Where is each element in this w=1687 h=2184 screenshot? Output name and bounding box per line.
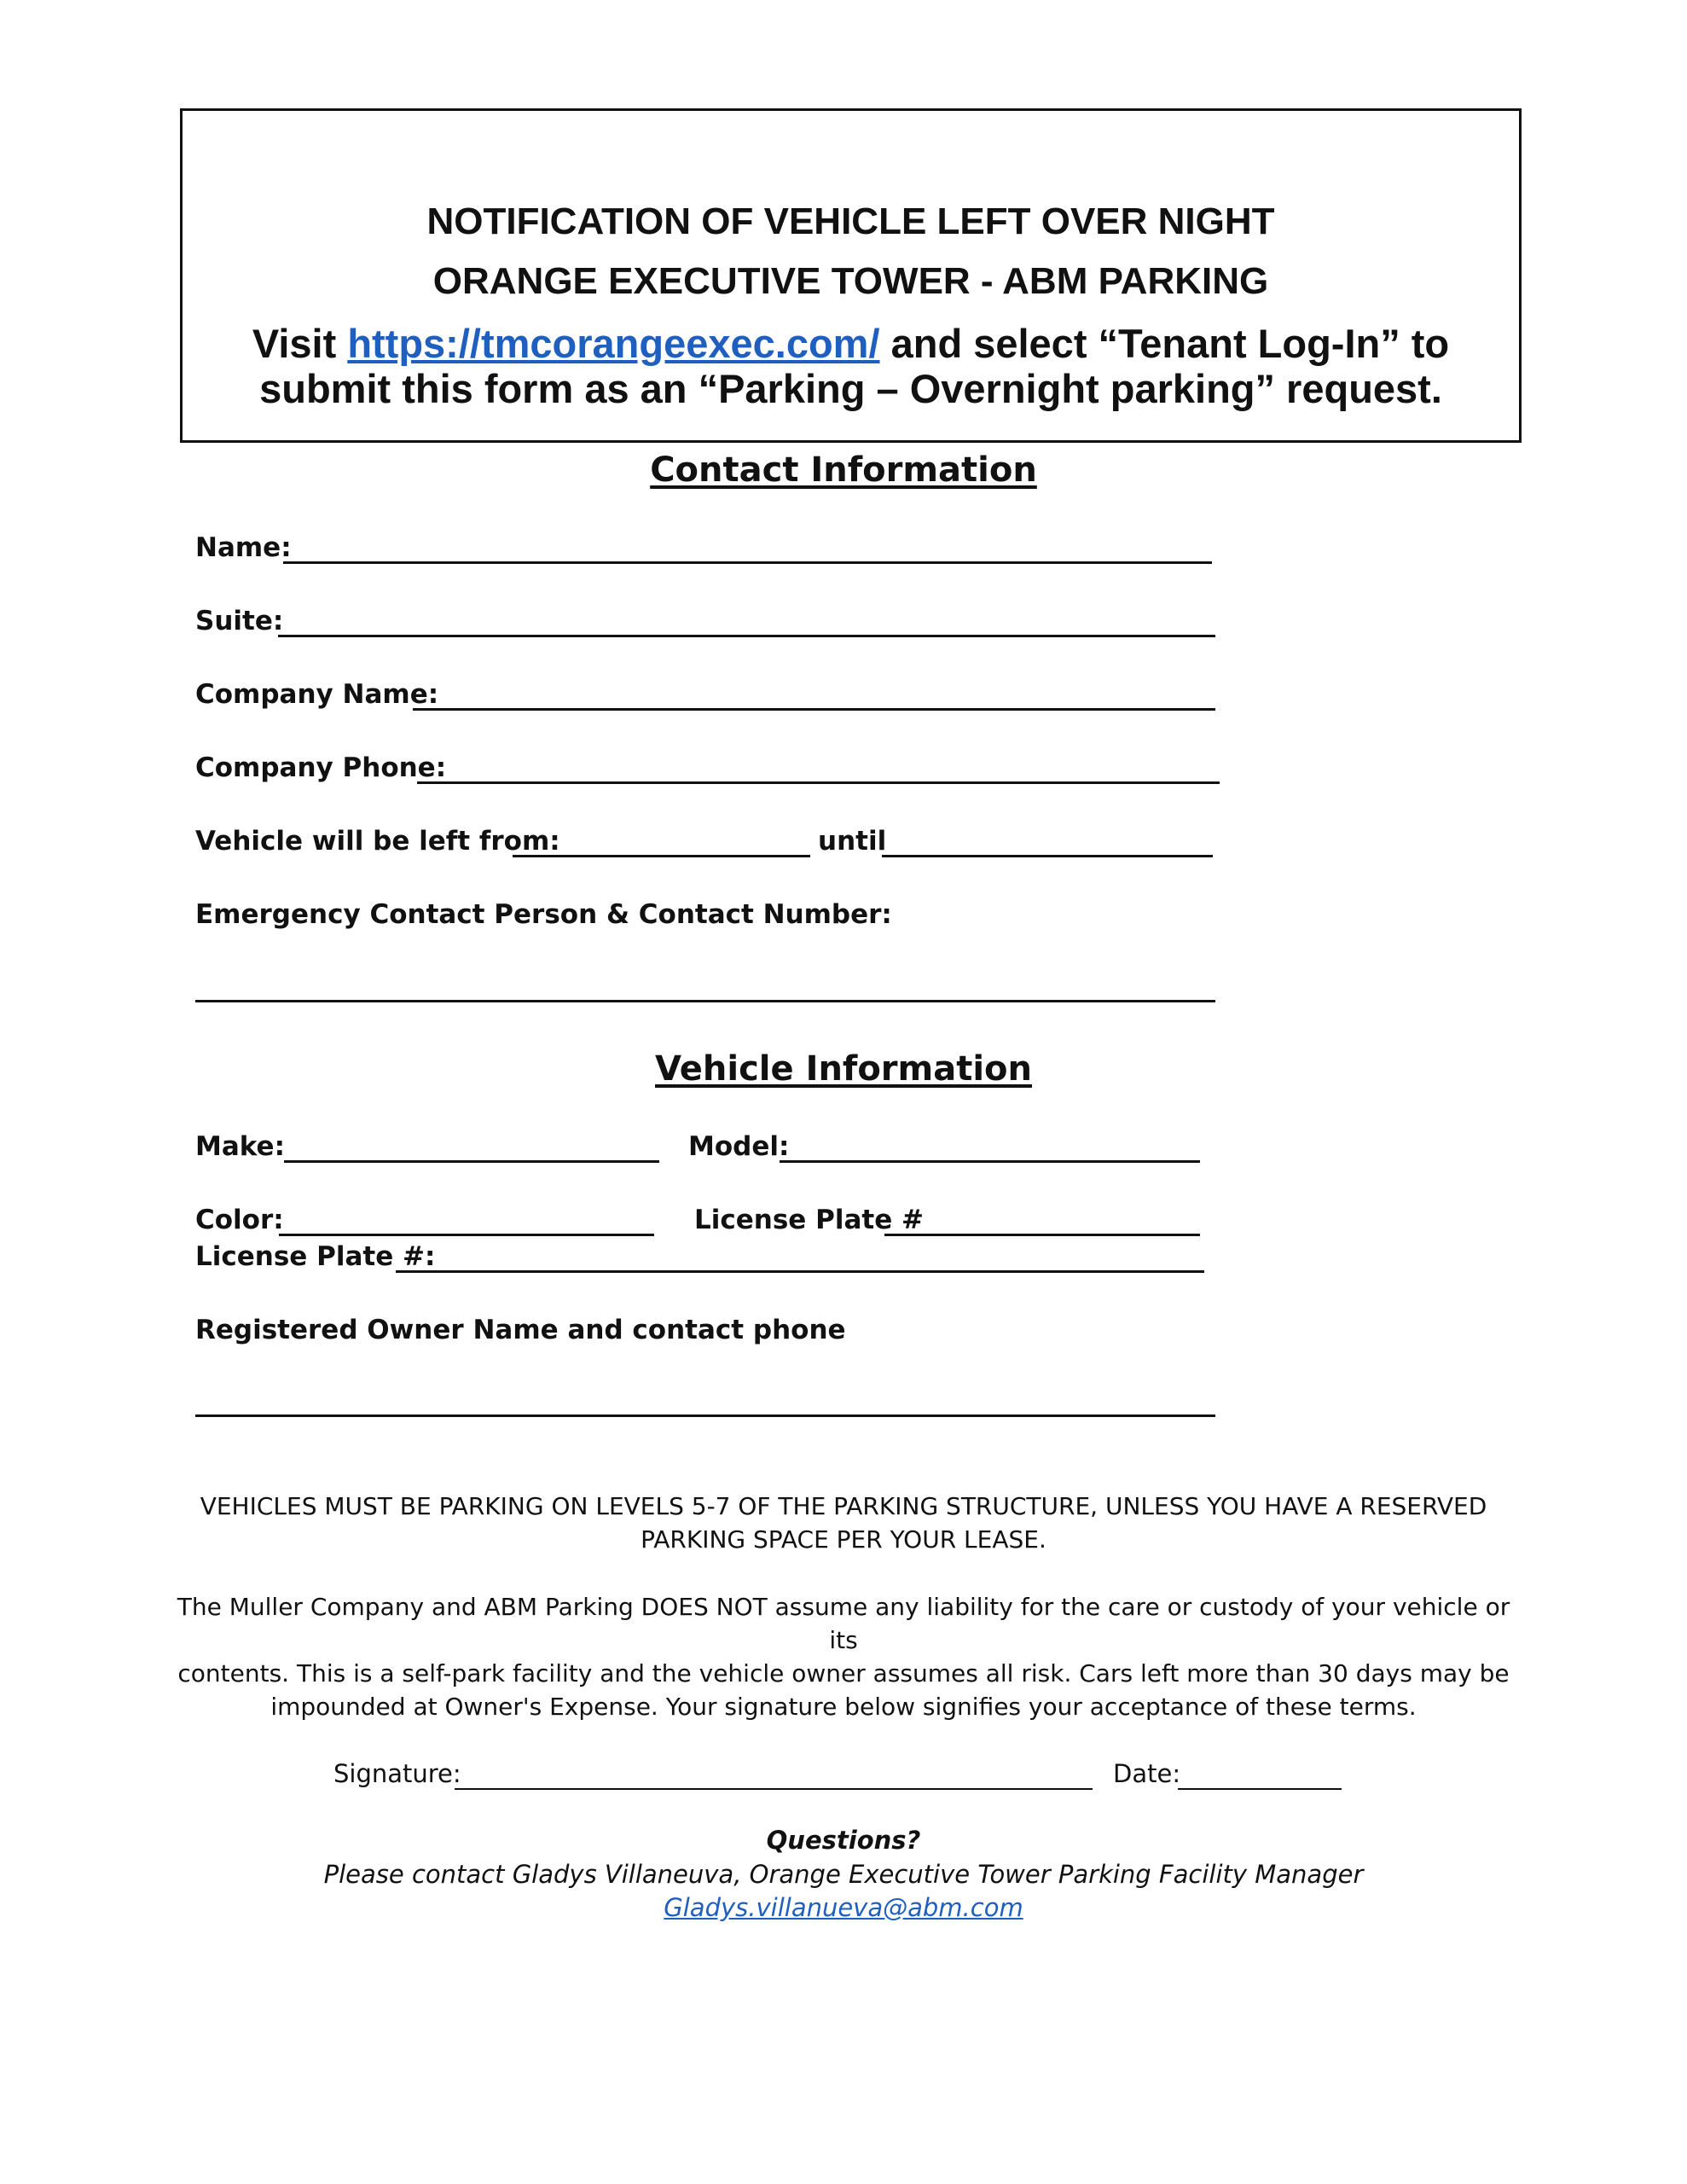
signature-label: Signature: [333,1759,461,1788]
company-name-field[interactable] [413,708,1215,711]
contact-email-row [0,1893,1687,1922]
date-field[interactable] [1178,1788,1342,1790]
form-subtitle: ORANGE EXECUTIVE TOWER - ABM PARKING [432,260,1269,302]
levels-line-2: PARKING SPACE PER YOUR LEASE. [641,1525,1046,1554]
liability-line-3: impounded at Owner's Expense. Your signature below signifies your acceptance of these terms. [270,1693,1417,1721]
parking-levels-notice [171,1490,1516,1556]
liability-line-1: The Muller Company and ABM Parking DOES NOT assume any liability for the care or custody of your vehicle or its [177,1593,1510,1654]
until-label: until [818,826,887,857]
emergency-contact-label: Emergency Contact Person & Contact Number: [195,899,892,930]
license-plate-field[interactable] [396,1270,1204,1273]
color-field[interactable] [279,1234,654,1236]
color-label: Color: [195,1205,284,1235]
model-label: Model: [688,1131,790,1162]
vehicle-information-heading: Vehicle Information [655,1049,1032,1089]
levels-line-1: VEHICLES MUST BE PARKING ON LEVELS 5-7 OF THE PARKING STRUCTURE, UNLESS YOU HAVE A RESERVED [200,1492,1487,1520]
suite-label: Suite: [195,606,284,636]
company-name-label: Company Name: [195,679,439,710]
header-box [180,108,1522,443]
emergency-contact-field[interactable] [195,1000,1215,1002]
registered-owner-label: Registered Owner Name and contact phone [195,1315,846,1345]
name-label: Name: [195,532,292,563]
contact-line: Please contact Gladys Villaneuva, Orange Executive Tower Parking Facility Manager [323,1860,1364,1889]
tenant-portal-link[interactable]: https://tmcorangeexec.com/ [347,321,880,366]
contact-information-heading: Contact Information [650,450,1037,490]
signature-field[interactable] [455,1788,1093,1790]
company-phone-field[interactable] [417,781,1220,784]
questions-heading: Questions? [766,1826,921,1855]
registered-owner-field[interactable] [195,1414,1215,1417]
form-title: NOTIFICATION OF VEHICLE LEFT OVER NIGHT [426,200,1275,242]
company-phone-label: Company Phone: [195,752,447,783]
visit-word: Visit [252,321,337,366]
left-from-label: Vehicle will be left from: [195,826,560,857]
license-plate-hash-field[interactable] [884,1234,1200,1236]
submit-instruction: submit this form as an “Parking – Overnight parking” request. [259,366,1442,411]
suite-field[interactable] [278,635,1215,637]
liability-line-2: contents. This is a self-park facility and the vehicle owner assumes all risk. Cars left more than 30 days may be [177,1659,1510,1687]
make-field[interactable] [284,1160,659,1163]
model-field[interactable] [780,1160,1200,1163]
license-plate-hash-label: License Plate # [694,1205,924,1235]
visit-instruction [183,320,1519,367]
name-field[interactable] [283,561,1212,564]
contact-email-link[interactable]: Gladys.villanueva@abm.com [664,1893,1023,1922]
until-field[interactable] [882,855,1213,857]
make-label: Make: [195,1131,285,1162]
left-from-field[interactable] [513,855,810,857]
visit-rest: and select “Tenant Log-In” to [890,321,1450,366]
date-label: Date: [1113,1759,1181,1788]
license-plate-label: License Plate #: [195,1241,436,1272]
liability-notice [171,1590,1516,1723]
